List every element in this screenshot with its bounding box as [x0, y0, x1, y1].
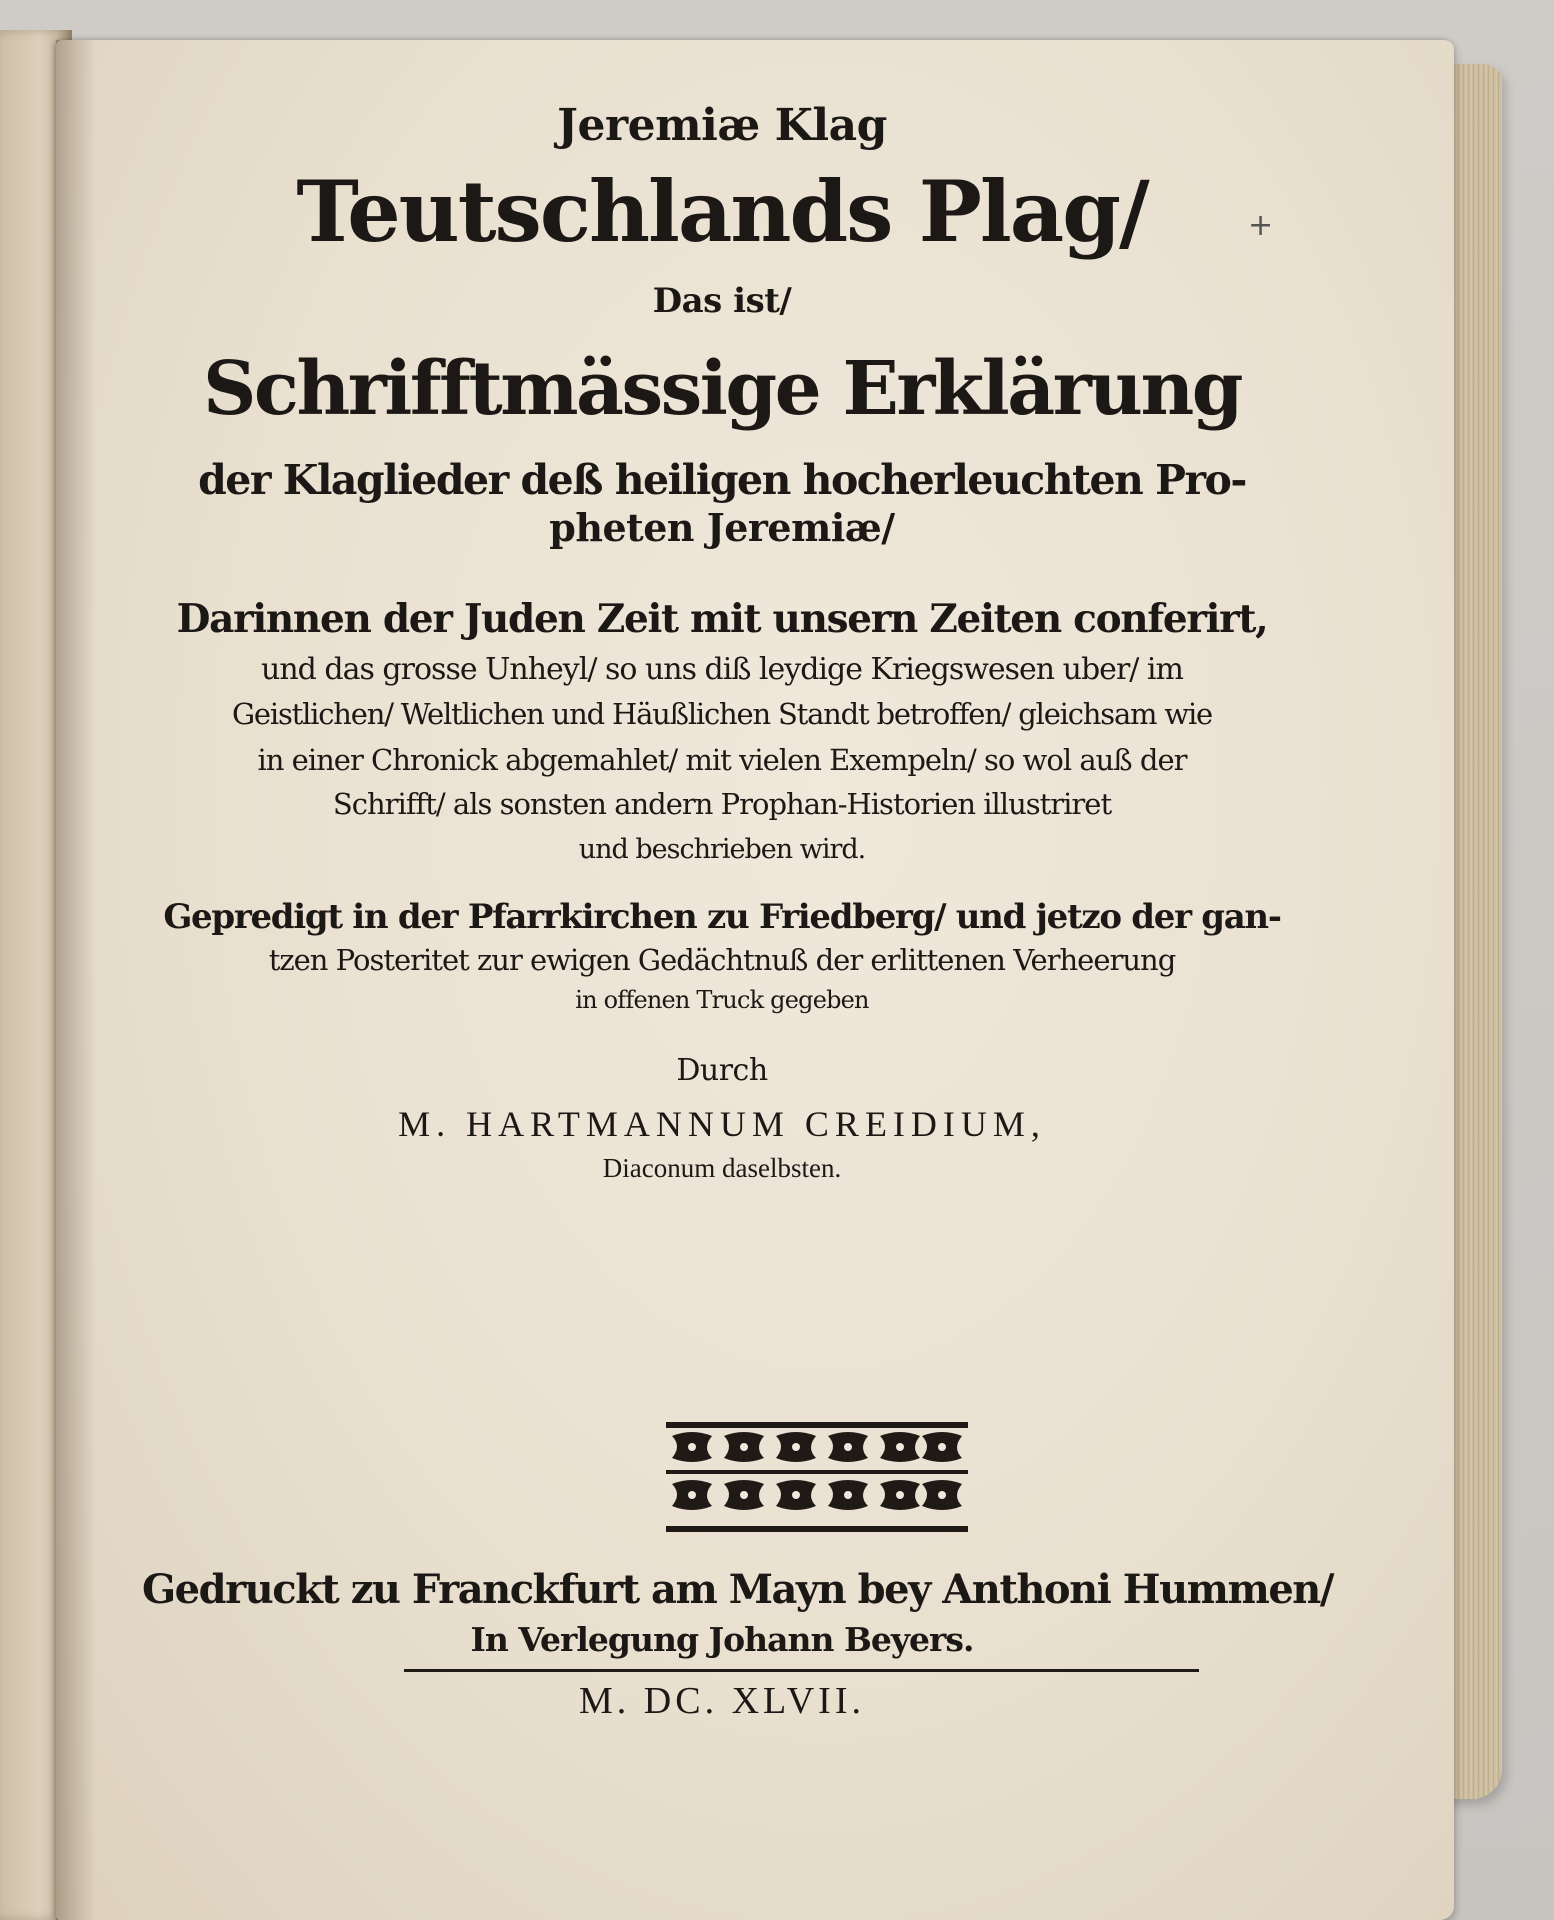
title-line-14: tzen Posteritet zur ewigen Gedächtnuß der erlittenen Verheerung	[268, 943, 1176, 977]
title-line-10: in einer Chronick abgemahlet/ mit vielen Exempeln/ so wol auß der	[257, 743, 1187, 777]
imprint-line-1: Gedruckt zu Franckfurt am Mayn bey Anthoni Hummen/	[142, 1566, 1333, 1613]
title-line-6: pheten Jeremiæ/	[549, 505, 895, 550]
title-line-11: Schrifft/ als sonsten andern Prophan-Historien illustriret	[332, 787, 1112, 821]
imprint-rule	[404, 1669, 1199, 1672]
title-line-8: und das grosse Unheyl/ so uns diß leydige Kriegswesen uber/ im	[261, 652, 1183, 687]
title-line-9: Geistlichen/ Weltlichen und Häußlichen Standt betroffen/ gleichsam wie	[231, 697, 1213, 731]
title-line-7: Darinnen der Juden Zeit mit unsern Zeiten conferirt,	[176, 596, 1268, 642]
title-line-13: Gepredigt in der Pfarrkirchen zu Friedberg/ und jetzo der gan-	[163, 897, 1281, 937]
subtitle-line: Schrifftmässige Erklärung	[202, 346, 1242, 432]
title-line-15: in offenen Truck gegeben	[575, 986, 869, 1014]
title-page-text	[142, 40, 1333, 1920]
durch-line: Durch	[676, 1053, 768, 1088]
printers-ornament-icon	[662, 1418, 972, 1536]
das-ist-line: Das ist/	[652, 281, 792, 321]
imprint-line-2: In Verlegung Johann Beyers.	[470, 1620, 974, 1659]
imprint-year: M. DC. XLVII.	[579, 1680, 865, 1722]
author-name: M. HARTMANNUM CREIDIUM,	[398, 1104, 1046, 1144]
author-title: Diaconum daselbsten.	[602, 1153, 842, 1183]
title-line-1: Jeremiæ Klag	[557, 100, 887, 151]
title-line-12: und beschrieben wird.	[578, 834, 866, 865]
title-line-5: der Klaglieder deß heiligen hocherleuchten Pro-	[198, 456, 1246, 504]
main-title: Teutschlands Plag/	[296, 162, 1148, 261]
pencil-annotation: +	[1248, 208, 1274, 243]
title-page	[56, 40, 1454, 1920]
